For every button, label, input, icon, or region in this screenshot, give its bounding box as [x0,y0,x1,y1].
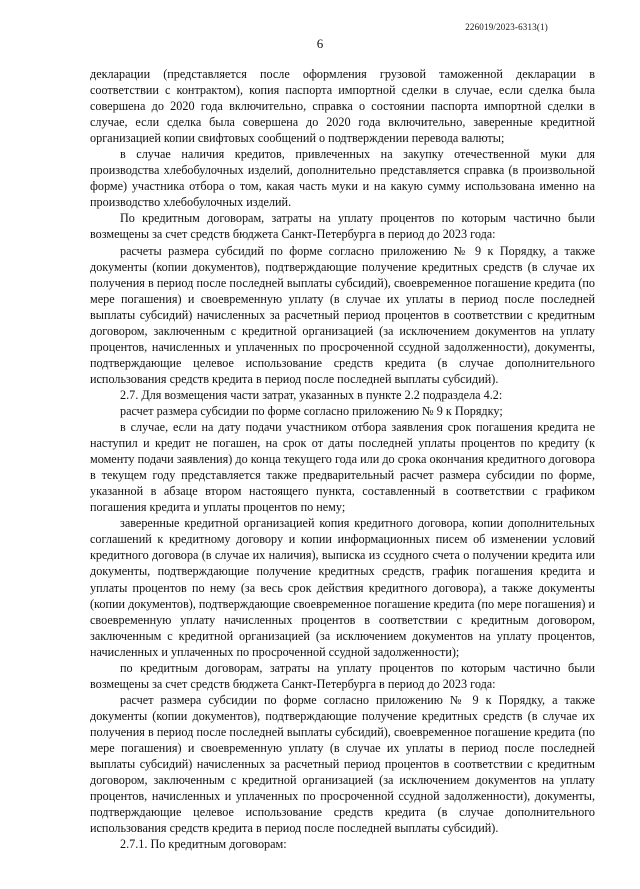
paragraph-continuation: декларации (представляется после оформления грузовой таможенной декларации в соответствии с контрактом), копия паспорта импортной сделки в случае, если сделка была совершена до 2020 года включительно, справка о состоянии паспорта импортной сделки в случае, если сделка была совершена до 2020 года включительно, заверенные кредитной организацией копии свифтовых сообщений о подтверждении перевода валюты; [90,67,595,146]
paragraph: в случае, если на дату подачи участником отбора заявления срок погашения кредита не наступил и кредит не погашен, на срок от даты последней уплаты процентов по кредиту (к моменту подачи заявления) до конца текущего года или до срока окончания кредитного договора в текущем году представляется также предварительный расчет размера субсидии по форме, указанной в абзаце втором настоящего пункта, составленный в соответствии с графиком погашения кредита и уплаты процентов по нему; [90,420,595,515]
paragraph: в случае наличия кредитов, привлеченных на закупку отечественной муки для производства хлебобулочных изделий, дополнительно представляется справка (в произвольной форме) участника отбора о том, какая часть муки и на какую сумму использована именно на производство хлебобулочных изделий. [90,147,595,210]
paragraph: расчет размера субсидии по форме согласно приложению № 9 к Порядку; [120,403,503,418]
paragraph: По кредитным договорам, затраты на уплату процентов по которым частично были возмещены за счет средств бюджета Санкт-Петербурга в период до 2023 года: [90,211,595,242]
page-number: 6 [316,36,324,51]
paragraph-clause-2-7: 2.7. Для возмещения части затрат, указанных в пункте 2.2 подраздела 4.2: [120,387,503,402]
paragraph: заверенные кредитной организацией копия кредитного договора, копии дополнительных соглашений к кредитному договору и копии информационных писем об изменении условий кредитного договора (в случае их наличия), выписка из ссудного счета о получении кредита или документы, подтверждающие получение кредитных средств, график погашения кредита и уплаты процентов по нему (за весь срок действия кредитного договора), а также документы (копии документов), подтверждающие своевременное погашение кредита (по мере погашения) и своевременную уплату начисленных процентов в соответствии с кредитным договором, заключенным с кредитной организацией (за исключением документов на уплату процентов, начисленных и уплаченных по просроченной ссудной задолженности); [90,516,595,659]
document-registration-number: 226019/2023-6313(1) [465,22,548,32]
paragraph: расчеты размера субсидий по форме согласно приложению № 9 к Порядку, а также документы (копии документов), подтверждающие получение кредитных средств (в случае их получения в период после последней выплаты субсидий), своевременное погашение кредита (по мере погашения) и своевременную уплату (в случае их уплаты в период после последней выплаты субсидий) начисленных за расчетный период процентов в соответствии с кредитным договором, заключенным с кредитной организацией (за исключением документов на уплату процентов, начисленных и уплаченных по просроченной ссудной задолженности), документы, подтверждающие целевое использование средств кредита (в случае дополнительного использования средств кредита в период после последней выплаты субсидий). [90,243,595,386]
paragraph: расчет размера субсидии по форме согласно приложению № 9 к Порядку, а также документы (копии документов), подтверждающие получение кредитных средств (в случае их получения в период после последней выплаты субсидий), своевременное погашение кредита (по мере погашения) и своевременную уплату (в случае их уплаты в период после последней выплаты субсидий) начисленных за расчетный период процентов в соответствии с кредитным договором, заключенным с кредитной организацией (за исключением документов на уплату процентов, начисленных и уплаченных по просроченной ссудной задолженности), документы, подтверждающие целевое использование средств кредита (в случае дополнительного использования средств кредита в период после последней выплаты субсидий). [90,692,595,836]
paragraph: по кредитным договорам, затраты на уплату процентов по которым частично были возмещены за счет средств бюджета Санкт-Петербурга в период до 2023 года: [90,660,595,691]
paragraph-clause-2-7-1: 2.7.1. По кредитным договорам: [120,837,287,852]
document-body [90,66,595,852]
